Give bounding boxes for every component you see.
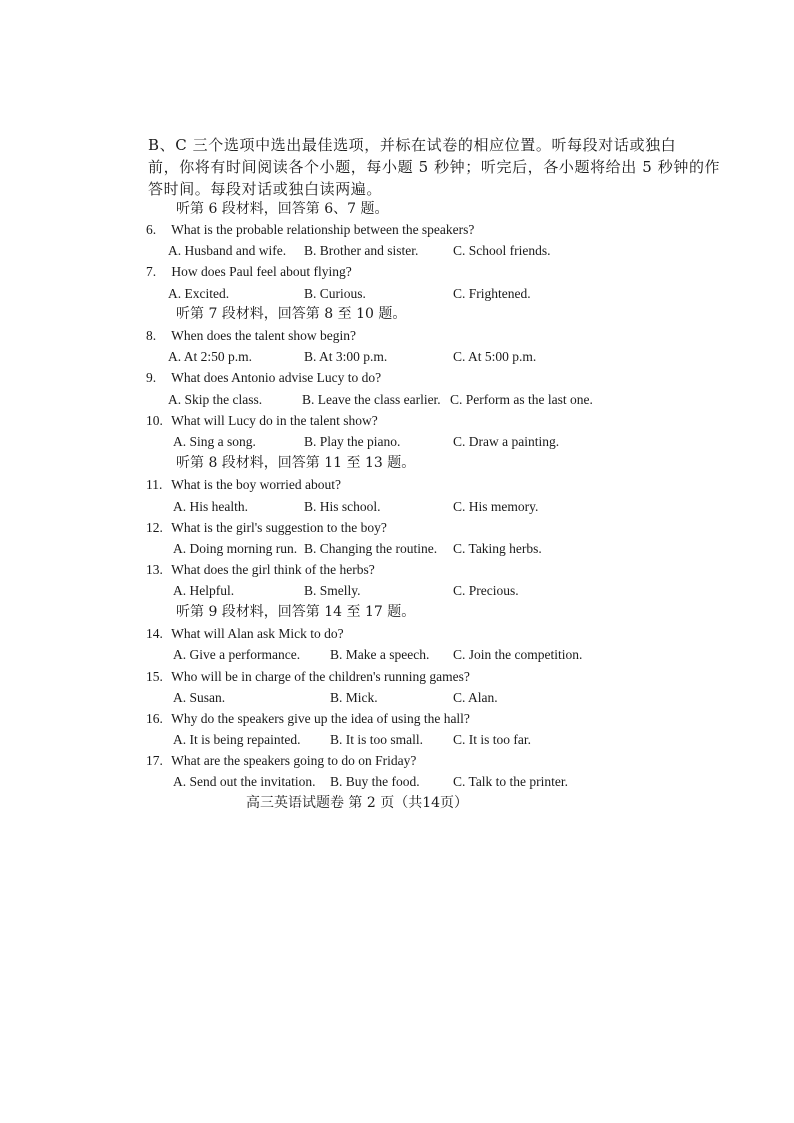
option-17b: B. Buy the food. bbox=[330, 774, 420, 789]
question-10 bbox=[146, 412, 378, 430]
option-15b: B. Mick. bbox=[330, 690, 378, 705]
question-number: 6. bbox=[146, 222, 157, 237]
question-15 bbox=[146, 668, 470, 686]
question-number: 15. bbox=[146, 669, 163, 684]
option-14a: A. Give a performance. bbox=[173, 647, 301, 662]
option-7c: C. Frightened. bbox=[453, 286, 531, 301]
question-6 bbox=[146, 221, 474, 239]
intro-line-2: 前，你将有时间阅读各个小题，每小题 5 秒钟；听完后，各小题将给出 5 秒钟的作 bbox=[148, 158, 721, 176]
option-10c: C. Draw a painting. bbox=[453, 434, 560, 449]
question-number: 13. bbox=[146, 562, 163, 577]
question-text: What will Lucy do in the talent show? bbox=[171, 413, 378, 428]
intro-line-3: 答时间。每段对话或独白读两遍。 bbox=[148, 180, 383, 198]
question-number: 7. bbox=[146, 264, 157, 279]
question-text: What are the speakers going to do on Friday? bbox=[171, 753, 417, 768]
question-text: Who will be in charge of the children's running games? bbox=[171, 669, 470, 684]
option-11a: A. His health. bbox=[173, 499, 248, 514]
question-number: 12. bbox=[146, 520, 163, 535]
option-10b: B. Play the piano. bbox=[304, 434, 401, 449]
section-note-6: 听第 6 段材料，回答第 6、7 题。 bbox=[176, 201, 389, 217]
option-8a: A. At 2:50 p.m. bbox=[168, 349, 253, 364]
question-text: What is the girl's suggestion to the boy? bbox=[171, 520, 387, 535]
question-13 bbox=[146, 561, 375, 579]
option-10a: A. Sing a song. bbox=[173, 434, 256, 449]
option-14c: C. Join the competition. bbox=[453, 647, 583, 662]
option-12c: C. Taking herbs. bbox=[453, 541, 542, 556]
option-12b: B. Changing the routine. bbox=[304, 541, 438, 556]
option-9b: B. Leave the class earlier. bbox=[302, 392, 441, 407]
question-11 bbox=[146, 476, 341, 494]
option-17a: A. Send out the invitation. bbox=[173, 774, 316, 789]
section-note-8: 听第 8 段材料，回答第 11 至 13 题。 bbox=[176, 455, 416, 471]
question-text: What is the probable relationship between the speakers? bbox=[171, 222, 475, 237]
option-11b: B. His school. bbox=[304, 499, 381, 514]
question-text: When does the talent show begin? bbox=[171, 328, 356, 343]
question-16 bbox=[146, 710, 470, 728]
question-17 bbox=[146, 752, 416, 770]
question-number: 11. bbox=[146, 477, 163, 492]
question-number: 17. bbox=[146, 753, 163, 768]
option-8b: B. At 3:00 p.m. bbox=[304, 349, 388, 364]
option-17c: C. Talk to the printer. bbox=[453, 774, 569, 789]
option-9c: C. Perform as the last one. bbox=[450, 392, 593, 407]
question-number: 14. bbox=[146, 626, 163, 641]
option-16a: A. It is being repainted. bbox=[173, 732, 301, 747]
question-text: Why do the speakers give up the idea of using the hall? bbox=[171, 711, 470, 726]
question-9 bbox=[146, 369, 381, 387]
question-number: 10. bbox=[146, 413, 163, 428]
option-15c: C. Alan. bbox=[453, 690, 498, 705]
question-text: What does Antonio advise Lucy to do? bbox=[171, 370, 382, 385]
question-12 bbox=[146, 519, 387, 537]
option-16b: B. It is too small. bbox=[330, 732, 424, 747]
option-15a: A. Susan. bbox=[173, 690, 226, 705]
option-6a: A. Husband and wife. bbox=[168, 243, 287, 258]
question-number: 16. bbox=[146, 711, 163, 726]
question-text: What is the boy worried about? bbox=[171, 477, 341, 492]
option-8c: C. At 5:00 p.m. bbox=[453, 349, 537, 364]
option-11c: C. His memory. bbox=[453, 499, 539, 514]
option-13a: A. Helpful. bbox=[173, 583, 235, 598]
question-14 bbox=[146, 625, 344, 643]
option-9a: A. Skip the class. bbox=[168, 392, 263, 407]
question-text: What does the girl think of the herbs? bbox=[171, 562, 375, 577]
question-number: 9. bbox=[146, 370, 157, 385]
option-6b: B. Brother and sister. bbox=[304, 243, 419, 258]
option-7a: A. Excited. bbox=[168, 286, 230, 301]
page-footer: 高三英语试题卷 第 2 页（共14页） bbox=[245, 795, 469, 811]
question-text: What will Alan ask Mick to do? bbox=[171, 626, 344, 641]
option-13b: B. Smelly. bbox=[304, 583, 361, 598]
option-12a: A. Doing morning run. bbox=[173, 541, 298, 556]
intro-line-1: B、C 三个选项中选出最佳选项，并标在试卷的相应位置。听每段对话或独白 bbox=[148, 136, 677, 154]
section-note-7: 听第 7 段材料，回答第 8 至 10 题。 bbox=[176, 306, 407, 322]
option-6c: C. School friends. bbox=[453, 243, 551, 258]
section-note-9: 听第 9 段材料，回答第 14 至 17 题。 bbox=[176, 604, 416, 620]
option-14b: B. Make a speech. bbox=[330, 647, 430, 662]
option-16c: C. It is too far. bbox=[453, 732, 531, 747]
question-7 bbox=[146, 263, 352, 281]
question-8 bbox=[146, 327, 356, 345]
option-13c: C. Precious. bbox=[453, 583, 519, 598]
option-7b: B. Curious. bbox=[304, 286, 366, 301]
question-number: 8. bbox=[146, 328, 157, 343]
question-text: How does Paul feel about flying? bbox=[171, 264, 352, 279]
